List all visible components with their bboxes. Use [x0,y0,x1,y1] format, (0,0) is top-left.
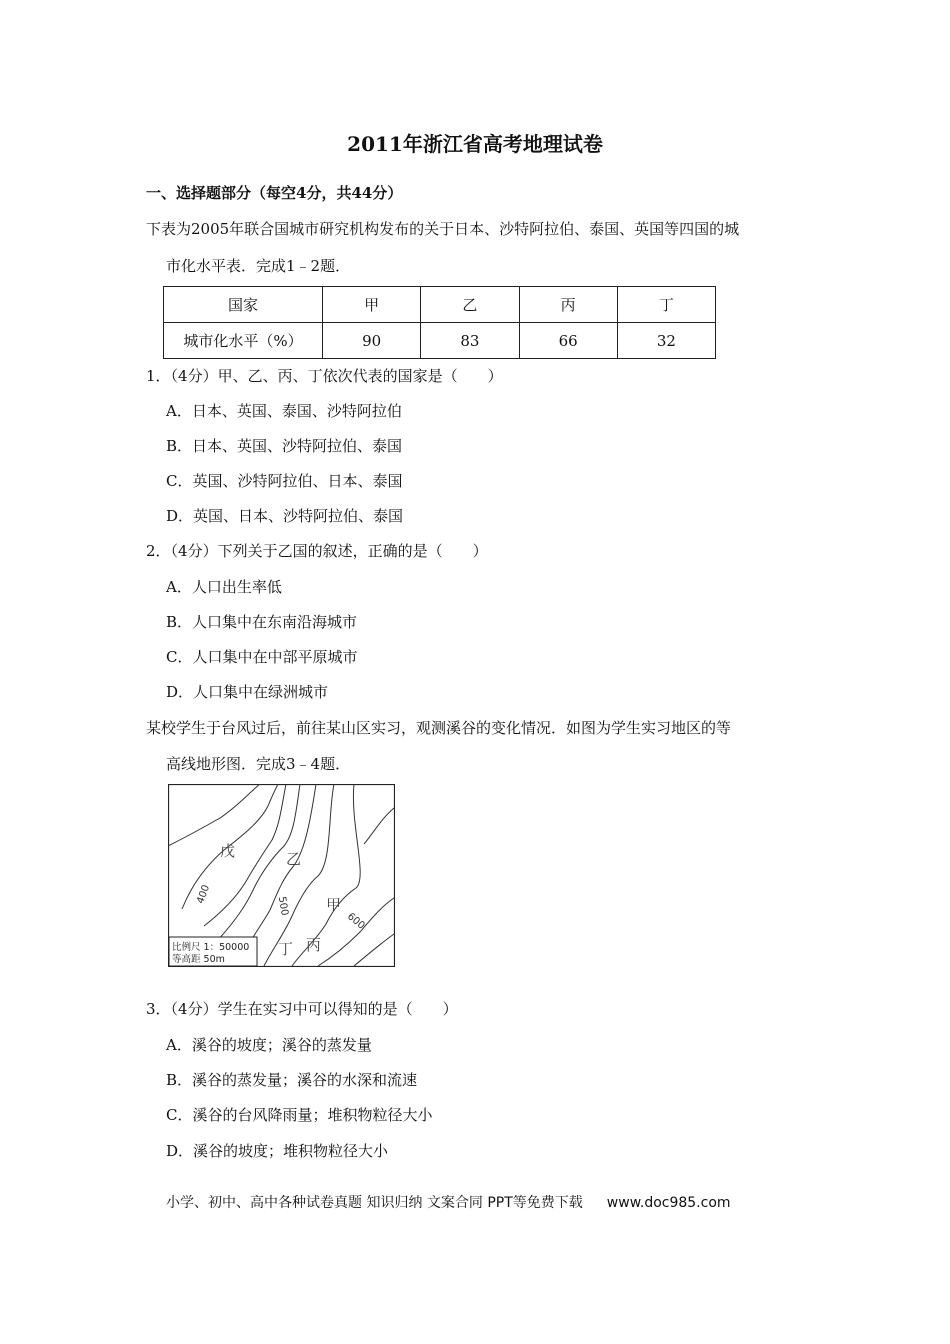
map-label-ding: 丁 [278,940,294,958]
question-1-option-c: C．英国、沙特阿拉伯、日本、泰国 [166,472,403,490]
table-header-row [164,287,716,323]
question-3-stem: 3．（4分）学生在实习中可以得知的是（ ） [146,1000,458,1018]
footer-link[interactable]: www.doc985.com [606,1195,731,1211]
contour-label-600: 600 [344,911,367,932]
footer-text: 小学、初中、高中各种试卷真题 知识归纳 文案合同 PPT等免费下载 [166,1195,583,1211]
map-label-yi: 乙 [286,850,302,868]
question-1-option-d: D．英国、日本、沙特阿拉伯、泰国 [166,507,404,525]
page-title: 2011年浙江省高考地理试卷 [347,132,603,156]
question-2-option-a: A．人口出生率低 [166,578,282,596]
question-2-option-b: B．人口集中在东南沿海城市 [166,613,358,631]
intro2-text-line-1: 某校学生于台风过后，前往某山区实习，观测溪谷的变化情况．如图为学生实习地区的等 [146,719,732,737]
map-label-bing: 丙 [306,936,322,954]
scale-text: 比例尺 1：50000 [172,942,250,953]
table-cell: 国家 [164,287,323,323]
table-cell: 甲 [323,287,421,323]
footer [166,1192,731,1212]
contour-label-500: 500 [275,895,290,917]
urbanization-table [163,286,716,359]
map-label-jia: 甲 [326,896,342,914]
table-cell: 丙 [519,287,617,323]
table-cell: 32 [617,323,715,359]
table-cell: 66 [519,323,617,359]
table-cell: 90 [323,323,421,359]
question-1-option-b: B．日本、英国、沙特阿拉伯、泰国 [166,437,403,455]
intro-text-line-2: 市化水平表．完成1﹣2题． [166,257,351,275]
question-2-option-d: D．人口集中在绿洲城市 [166,683,329,701]
contour-map [168,784,395,967]
map-label-wu: 戊 [220,842,236,860]
intro-text-line-1: 下表为2005年联合国城市研究机构发布的关于日本、沙特阿拉伯、泰国、英国等四国的城 [146,220,740,238]
question-2-option-c: C．人口集中在中部平原城市 [166,648,358,666]
table-cell: 83 [421,323,519,359]
table-cell: 丁 [617,287,715,323]
contour-label-400: 400 [195,883,213,906]
question-3-option-d: D．溪谷的坡度；堆积物粒径大小 [166,1142,389,1160]
question-2-stem: 2．（4分）下列关于乙国的叙述，正确的是（ ） [146,542,488,560]
section-heading: 一、选择题部分（每空4分，共44分） [146,184,403,202]
question-3-option-a: A．溪谷的坡度；溪谷的蒸发量 [166,1036,372,1054]
question-3-option-b: B．溪谷的蒸发量；溪谷的水深和流速 [166,1071,418,1089]
question-1-stem: 1．（4分）甲、乙、丙、丁依次代表的国家是（ ） [146,367,503,385]
table-cell: 城市化水平（%） [164,323,323,359]
intro2-text-line-2: 高线地形图．完成3﹣4题． [166,755,351,773]
question-3-option-c: C．溪谷的台风降雨量；堆积物粒径大小 [166,1106,433,1124]
question-1-option-a: A．日本、英国、泰国、沙特阿拉伯 [166,402,402,420]
table-cell: 乙 [421,287,519,323]
contour-interval-text: 等高距 50m [172,954,225,965]
table-row [164,323,716,359]
